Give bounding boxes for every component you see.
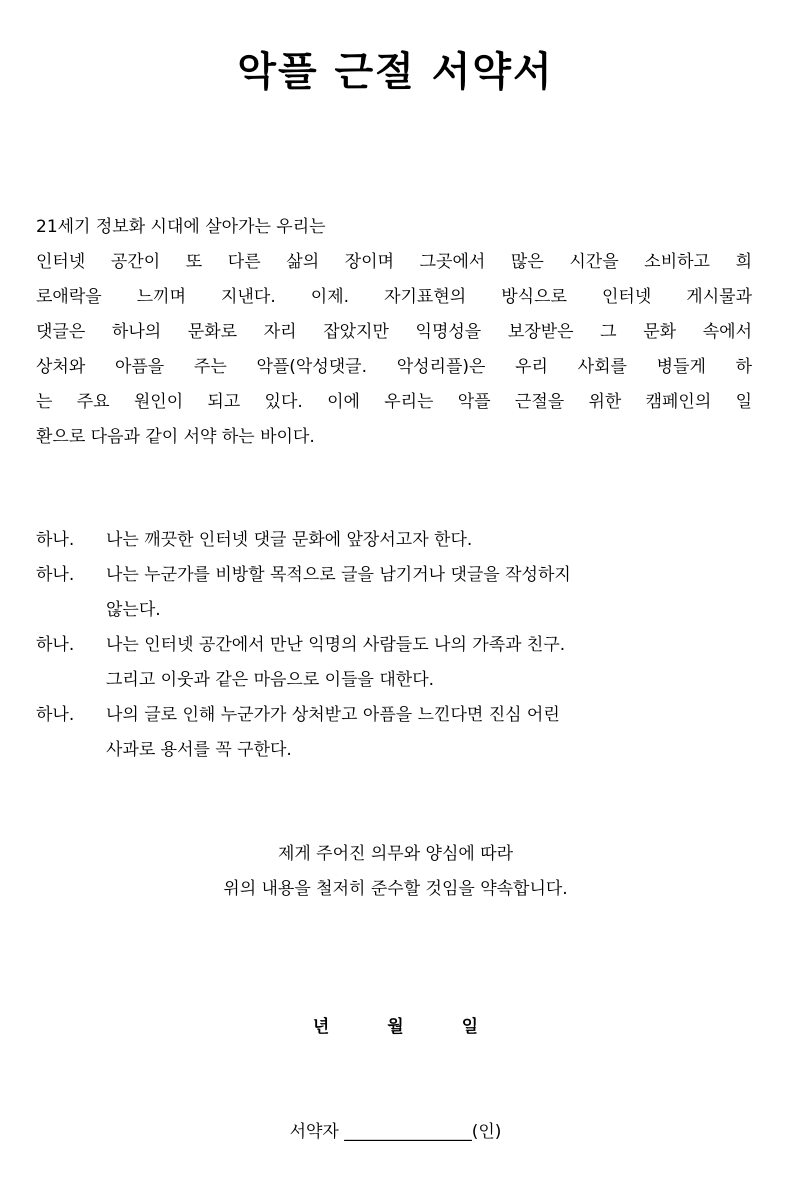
pledge-marker: 하나.: [36, 530, 75, 550]
intro-line: 21세기 정보화 시대에 살아가는 우리는: [36, 217, 326, 237]
date-month: 월: [387, 1017, 404, 1037]
pledge-text: [106, 558, 752, 628]
date-year: 년: [312, 1017, 330, 1037]
pledge-marker: 하나.: [36, 705, 75, 725]
signer-line: 서약자 _______________(인): [289, 1122, 502, 1142]
pledge-item: [36, 698, 752, 768]
closing-line: 제게 주어진 의무와 양심에 따라: [277, 844, 514, 864]
pledge-item: [36, 523, 752, 558]
closing-statement: [0, 837, 791, 907]
pledge-text: [106, 698, 752, 768]
pledge-item: [36, 558, 752, 628]
pledge-marker: 하나.: [36, 565, 75, 585]
pledge-line: 않는다.: [106, 600, 161, 620]
pledge-line: 나는 깨끗한 인터넷 댓글 문화에 앞장서고자 한다.: [106, 530, 473, 550]
date-day: 일: [461, 1017, 479, 1037]
intro-line: 는 주요 원인이 되고 있다. 이에 우리는 악플 근절을 위한 캠페인의 일: [36, 392, 752, 412]
pledge-line: 사과로 용서를 꼭 구한다.: [106, 740, 292, 760]
intro-line: 인터넷 공간이 또 다른 삶의 장이며 그곳에서 많은 시간을 소비하고 희: [36, 252, 752, 272]
pledge-item: [36, 628, 752, 698]
document-title: 악플 근절 서약서: [237, 49, 554, 95]
intro-line: 로애락을 느끼며 지낸다. 이제. 자기표현의 방식으로 인터넷 게시물과: [36, 287, 752, 307]
pledge-text: [106, 628, 752, 698]
pledge-marker: 하나.: [36, 635, 75, 655]
closing-line: 위의 내용을 철저히 준수할 것임을 약속합니다.: [223, 879, 568, 899]
pledge-line: 나의 글로 인해 누군가가 상처받고 아픔을 느낀다면 진심 어린: [106, 705, 560, 725]
intro-line: 댓글은 하나의 문화로 자리 잡았지만 익명성을 보장받은 그 문화 속에서: [36, 322, 752, 342]
pledge-line: 그리고 이웃과 같은 마음으로 이들을 대한다.: [106, 670, 435, 690]
pledge-line: 나는 누군가를 비방할 목적으로 글을 남기거나 댓글을 작성하지: [106, 565, 571, 585]
intro-paragraph: [36, 210, 752, 455]
pledge-line: 나는 인터넷 공간에서 만난 익명의 사람들도 나의 가족과 친구.: [106, 635, 566, 655]
intro-line: 상처와 아픔을 주는 악플(악성댓글. 악성리플)은 우리 사회를 병들게 하: [36, 357, 752, 377]
pledge-text: [106, 523, 752, 558]
pledge-list: [36, 523, 752, 768]
intro-line: 환으로 다음과 같이 서약 하는 바이다.: [36, 427, 315, 447]
date-line: [0, 1010, 791, 1045]
